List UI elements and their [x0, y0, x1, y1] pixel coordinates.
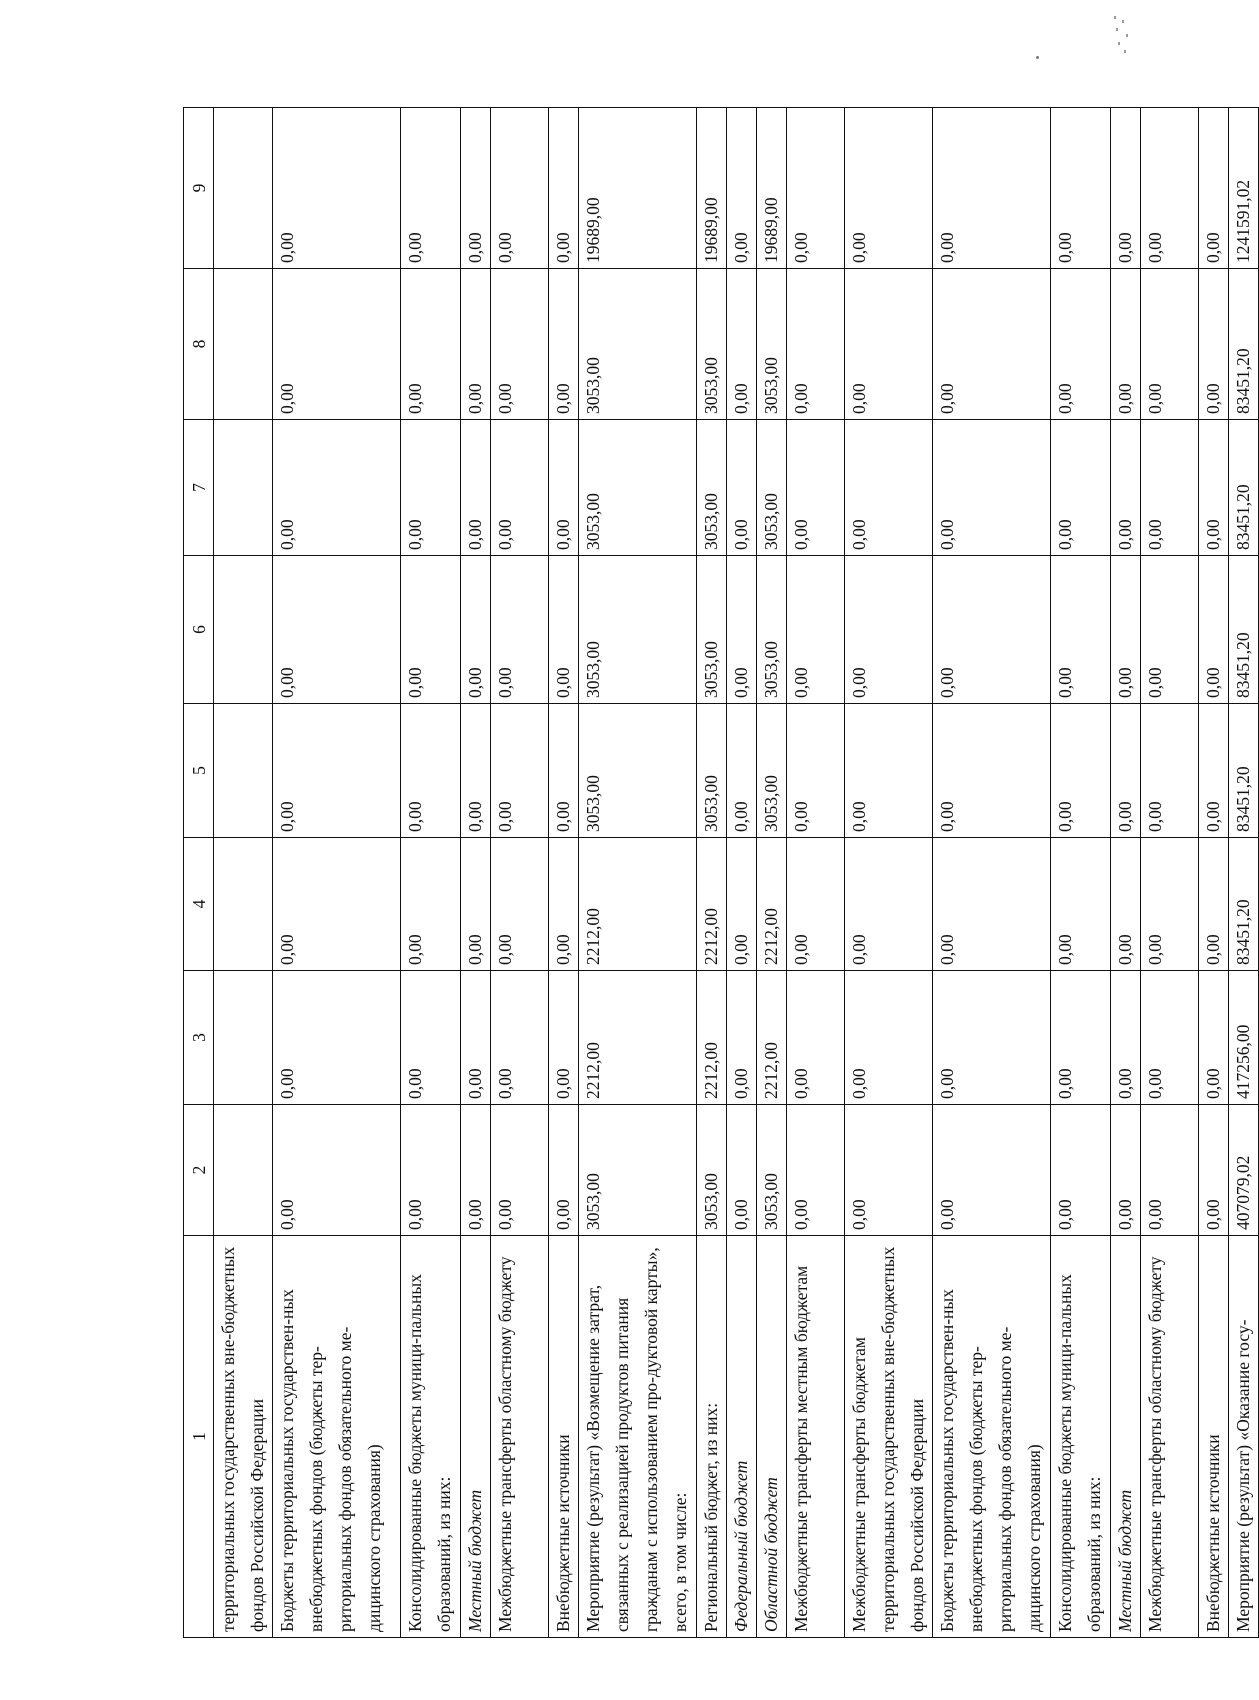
- value-cell-col-2: 0,00: [933, 1105, 1051, 1236]
- value-cell-col-8: 0,00: [461, 269, 491, 420]
- value-cell-col-5: 0,00: [273, 704, 401, 838]
- table-row: [727, 108, 757, 1638]
- header-row: [184, 108, 214, 1638]
- value-cell-col-8: 0,00: [787, 269, 845, 420]
- value-cell-col-4: 83451,20: [1229, 838, 1259, 971]
- value-cell-col-7: 0,00: [1199, 420, 1229, 556]
- value-cell-col-9: 0,00: [1141, 108, 1199, 269]
- value-cell-col-5: 0,00: [787, 704, 845, 838]
- table-row: [1111, 108, 1141, 1638]
- value-cell-col-9: 0,00: [1051, 108, 1111, 269]
- row-label: Внебюджетные источники: [1199, 1236, 1229, 1638]
- value-cell-col-6: 0,00: [273, 556, 401, 704]
- value-cell-col-7: 0,00: [727, 420, 757, 556]
- value-cell-col-4: [214, 838, 273, 971]
- value-cell-col-2: 0,00: [1199, 1105, 1229, 1236]
- value-cell-col-6: 83451,20: [1229, 556, 1259, 704]
- value-cell-col-6: 0,00: [727, 556, 757, 704]
- value-cell-col-3: 0,00: [1199, 971, 1229, 1105]
- value-cell-col-7: 0,00: [1111, 420, 1141, 556]
- value-cell-col-2: 0,00: [401, 1105, 461, 1236]
- row-label: Межбюджетные трансферты областному бюджету: [491, 1236, 549, 1638]
- column-header-3: 3: [184, 971, 214, 1105]
- table-row: [697, 108, 727, 1638]
- value-cell-col-2: 0,00: [273, 1105, 401, 1236]
- value-cell-col-2: 0,00: [491, 1105, 549, 1236]
- value-cell-col-6: 0,00: [491, 556, 549, 704]
- row-label: Областной бюджет: [757, 1236, 787, 1638]
- value-cell-col-5: 0,00: [1111, 704, 1141, 838]
- value-cell-col-4: 0,00: [273, 838, 401, 971]
- row-label: территориальных государственных вне-бюджетных фондов Российской Федерации: [214, 1236, 273, 1638]
- value-cell-col-4: 2212,00: [579, 838, 697, 971]
- value-cell-col-8: 0,00: [491, 269, 549, 420]
- row-label: Мероприятие (результат) «Оказание госу-: [1229, 1236, 1259, 1638]
- value-cell-col-8: 0,00: [1051, 269, 1111, 420]
- value-cell-col-7: 0,00: [787, 420, 845, 556]
- value-cell-col-9: 0,00: [787, 108, 845, 269]
- value-cell-col-7: 0,00: [1141, 420, 1199, 556]
- value-cell-col-9: 1241591,02: [1229, 108, 1259, 269]
- table-row: [579, 108, 697, 1638]
- value-cell-col-2: 0,00: [727, 1105, 757, 1236]
- value-cell-col-3: 2212,00: [697, 971, 727, 1105]
- value-cell-col-7: 0,00: [933, 420, 1051, 556]
- value-cell-col-7: 3053,00: [757, 420, 787, 556]
- value-cell-col-4: 0,00: [787, 838, 845, 971]
- value-cell-col-7: 0,00: [461, 420, 491, 556]
- value-cell-col-5: 0,00: [1051, 704, 1111, 838]
- value-cell-col-7: 0,00: [549, 420, 579, 556]
- rotated-table-container: [183, 108, 1253, 1638]
- row-label: Внебюджетные источники: [549, 1236, 579, 1638]
- row-label: Межбюджетные трансферты местным бюджетам: [787, 1236, 845, 1638]
- value-cell-col-5: [214, 704, 273, 838]
- value-cell-col-7: [214, 420, 273, 556]
- value-cell-col-4: 0,00: [401, 838, 461, 971]
- value-cell-col-4: 0,00: [1199, 838, 1229, 971]
- value-cell-col-6: 0,00: [1141, 556, 1199, 704]
- value-cell-col-5: 0,00: [933, 704, 1051, 838]
- value-cell-col-5: 0,00: [1199, 704, 1229, 838]
- value-cell-col-5: 3053,00: [697, 704, 727, 838]
- row-label: Федеральный бюджет: [727, 1236, 757, 1638]
- value-cell-col-8: 3053,00: [697, 269, 727, 420]
- value-cell-col-8: 0,00: [401, 269, 461, 420]
- value-cell-col-9: 19689,00: [757, 108, 787, 269]
- value-cell-col-3: [214, 971, 273, 1105]
- table-row: [845, 108, 933, 1638]
- value-cell-col-3: 0,00: [1111, 971, 1141, 1105]
- value-cell-col-9: 0,00: [461, 108, 491, 269]
- value-cell-col-7: 0,00: [401, 420, 461, 556]
- value-cell-col-2: 3053,00: [579, 1105, 697, 1236]
- table-row: [757, 108, 787, 1638]
- value-cell-col-9: 0,00: [401, 108, 461, 269]
- value-cell-col-5: 0,00: [491, 704, 549, 838]
- value-cell-col-3: 0,00: [727, 971, 757, 1105]
- value-cell-col-3: 0,00: [787, 971, 845, 1105]
- column-header-4: 4: [184, 838, 214, 971]
- value-cell-col-5: 0,00: [845, 704, 933, 838]
- row-label: Мероприятие (результат) «Возмещение затрат, связанных с реализацией продуктов питания гражданам с использованием про-дуктовой карты», всего, в том числе:: [579, 1236, 697, 1638]
- value-cell-col-8: 3053,00: [757, 269, 787, 420]
- value-cell-col-9: 19689,00: [579, 108, 697, 269]
- value-cell-col-7: 0,00: [845, 420, 933, 556]
- value-cell-col-9: 0,00: [845, 108, 933, 269]
- row-label: Межбюджетные трансферты бюджетам территориальных государственных вне-бюджетных фондов Российской Федерации: [845, 1236, 933, 1638]
- value-cell-col-5: 3053,00: [579, 704, 697, 838]
- value-cell-col-6: 3053,00: [697, 556, 727, 704]
- value-cell-col-8: 0,00: [1199, 269, 1229, 420]
- table-row: [787, 108, 845, 1638]
- table-body: [214, 108, 1259, 1638]
- value-cell-col-3: 0,00: [1141, 971, 1199, 1105]
- value-cell-col-4: 2212,00: [697, 838, 727, 971]
- table-row: [401, 108, 461, 1638]
- value-cell-col-3: 417256,00: [1229, 971, 1259, 1105]
- value-cell-col-8: 0,00: [727, 269, 757, 420]
- value-cell-col-3: 0,00: [273, 971, 401, 1105]
- value-cell-col-8: 0,00: [1141, 269, 1199, 420]
- value-cell-col-2: 0,00: [549, 1105, 579, 1236]
- value-cell-col-8: 3053,00: [579, 269, 697, 420]
- value-cell-col-8: 0,00: [549, 269, 579, 420]
- table-row: [933, 108, 1051, 1638]
- value-cell-col-3: 2212,00: [757, 971, 787, 1105]
- value-cell-col-4: 0,00: [461, 838, 491, 971]
- row-label: Бюджеты территориальных государствен-ных внебюджетных фондов (бюджеты тер-риториальных фондов обязательного ме-дицинского страхования): [273, 1236, 401, 1638]
- row-label: Межбюджетные трансферты областному бюджету: [1141, 1236, 1199, 1638]
- row-label: Консолидированные бюджеты муници-пальных образований, из них:: [401, 1236, 461, 1638]
- value-cell-col-5: 0,00: [727, 704, 757, 838]
- row-label: Консолидированные бюджеты муници-пальных образований, из них:: [1051, 1236, 1111, 1638]
- value-cell-col-3: 0,00: [845, 971, 933, 1105]
- value-cell-col-8: [214, 269, 273, 420]
- value-cell-col-3: 0,00: [549, 971, 579, 1105]
- value-cell-col-6: 0,00: [845, 556, 933, 704]
- value-cell-col-7: 0,00: [491, 420, 549, 556]
- budget-table: [183, 107, 1259, 1638]
- column-header-5: 5: [184, 704, 214, 838]
- row-label: Бюджеты территориальных государствен-ных внебюджетных фондов (бюджеты тер-риториальных фондов обязательного ме-дицинского страхования): [933, 1236, 1051, 1638]
- value-cell-col-3: 0,00: [461, 971, 491, 1105]
- table-row: [1229, 108, 1259, 1638]
- value-cell-col-6: 0,00: [549, 556, 579, 704]
- value-cell-col-2: 3053,00: [757, 1105, 787, 1236]
- value-cell-col-6: 0,00: [401, 556, 461, 704]
- value-cell-col-5: 0,00: [461, 704, 491, 838]
- value-cell-col-8: 83451,20: [1229, 269, 1259, 420]
- value-cell-col-2: 0,00: [1051, 1105, 1111, 1236]
- column-header-8: 8: [184, 269, 214, 420]
- value-cell-col-7: 83451,20: [1229, 420, 1259, 556]
- value-cell-col-4: 2212,00: [757, 838, 787, 971]
- value-cell-col-4: 0,00: [491, 838, 549, 971]
- value-cell-col-2: 3053,00: [697, 1105, 727, 1236]
- value-cell-col-4: 0,00: [845, 838, 933, 971]
- value-cell-col-7: 3053,00: [697, 420, 727, 556]
- value-cell-col-9: 0,00: [727, 108, 757, 269]
- value-cell-col-9: 0,00: [933, 108, 1051, 269]
- value-cell-col-4: 0,00: [727, 838, 757, 971]
- value-cell-col-2: 0,00: [1111, 1105, 1141, 1236]
- value-cell-col-2: 0,00: [845, 1105, 933, 1236]
- value-cell-col-8: 0,00: [273, 269, 401, 420]
- value-cell-col-6: 0,00: [1111, 556, 1141, 704]
- value-cell-col-6: 3053,00: [579, 556, 697, 704]
- value-cell-col-2: [214, 1105, 273, 1236]
- table-row: [461, 108, 491, 1638]
- value-cell-col-3: 0,00: [401, 971, 461, 1105]
- value-cell-col-7: 0,00: [1051, 420, 1111, 556]
- value-cell-col-9: 0,00: [273, 108, 401, 269]
- value-cell-col-8: 0,00: [1111, 269, 1141, 420]
- value-cell-col-7: 0,00: [273, 420, 401, 556]
- value-cell-col-2: 0,00: [461, 1105, 491, 1236]
- value-cell-col-9: 19689,00: [697, 108, 727, 269]
- table-row: [273, 108, 401, 1638]
- value-cell-col-6: 0,00: [933, 556, 1051, 704]
- value-cell-col-9: 0,00: [1111, 108, 1141, 269]
- value-cell-col-5: 0,00: [1141, 704, 1199, 838]
- value-cell-col-6: 0,00: [1199, 556, 1229, 704]
- value-cell-col-4: 0,00: [1141, 838, 1199, 971]
- row-label: Местный бюджет: [461, 1236, 491, 1638]
- value-cell-col-9: 0,00: [491, 108, 549, 269]
- value-cell-col-5: 83451,20: [1229, 704, 1259, 838]
- column-header-6: 6: [184, 556, 214, 704]
- value-cell-col-4: 0,00: [1111, 838, 1141, 971]
- value-cell-col-2: 0,00: [787, 1105, 845, 1236]
- table-row: [1141, 108, 1199, 1638]
- value-cell-col-6: 0,00: [787, 556, 845, 704]
- value-cell-col-5: 3053,00: [757, 704, 787, 838]
- value-cell-col-2: 407079,02: [1229, 1105, 1259, 1236]
- value-cell-col-9: [214, 108, 273, 269]
- value-cell-col-5: 0,00: [549, 704, 579, 838]
- value-cell-col-9: 0,00: [1199, 108, 1229, 269]
- value-cell-col-3: 0,00: [1051, 971, 1111, 1105]
- table-row: [214, 108, 273, 1638]
- row-label: Местный бюджет: [1111, 1236, 1141, 1638]
- table-row: [491, 108, 549, 1638]
- value-cell-col-6: [214, 556, 273, 704]
- column-header-2: 2: [184, 1105, 214, 1236]
- row-label: Региональный бюджет, из них:: [697, 1236, 727, 1638]
- table-row: [549, 108, 579, 1638]
- value-cell-col-6: 0,00: [1051, 556, 1111, 704]
- value-cell-col-8: 0,00: [933, 269, 1051, 420]
- value-cell-col-9: 0,00: [549, 108, 579, 269]
- scan-specks: [1112, 14, 1136, 64]
- column-header-9: 9: [184, 108, 214, 269]
- value-cell-col-7: 3053,00: [579, 420, 697, 556]
- value-cell-col-4: 0,00: [549, 838, 579, 971]
- value-cell-col-3: 0,00: [491, 971, 549, 1105]
- value-cell-col-3: 2212,00: [579, 971, 697, 1105]
- value-cell-col-6: 0,00: [461, 556, 491, 704]
- value-cell-col-5: 0,00: [401, 704, 461, 838]
- scan-speck: [1036, 56, 1039, 59]
- value-cell-col-3: 0,00: [933, 971, 1051, 1105]
- column-header-7: 7: [184, 420, 214, 556]
- value-cell-col-6: 3053,00: [757, 556, 787, 704]
- table-row: [1199, 108, 1229, 1638]
- column-header-1: 1: [184, 1236, 214, 1638]
- value-cell-col-2: 0,00: [1141, 1105, 1199, 1236]
- table-row: [1051, 108, 1111, 1638]
- value-cell-col-4: 0,00: [1051, 838, 1111, 971]
- value-cell-col-4: 0,00: [933, 838, 1051, 971]
- value-cell-col-8: 0,00: [845, 269, 933, 420]
